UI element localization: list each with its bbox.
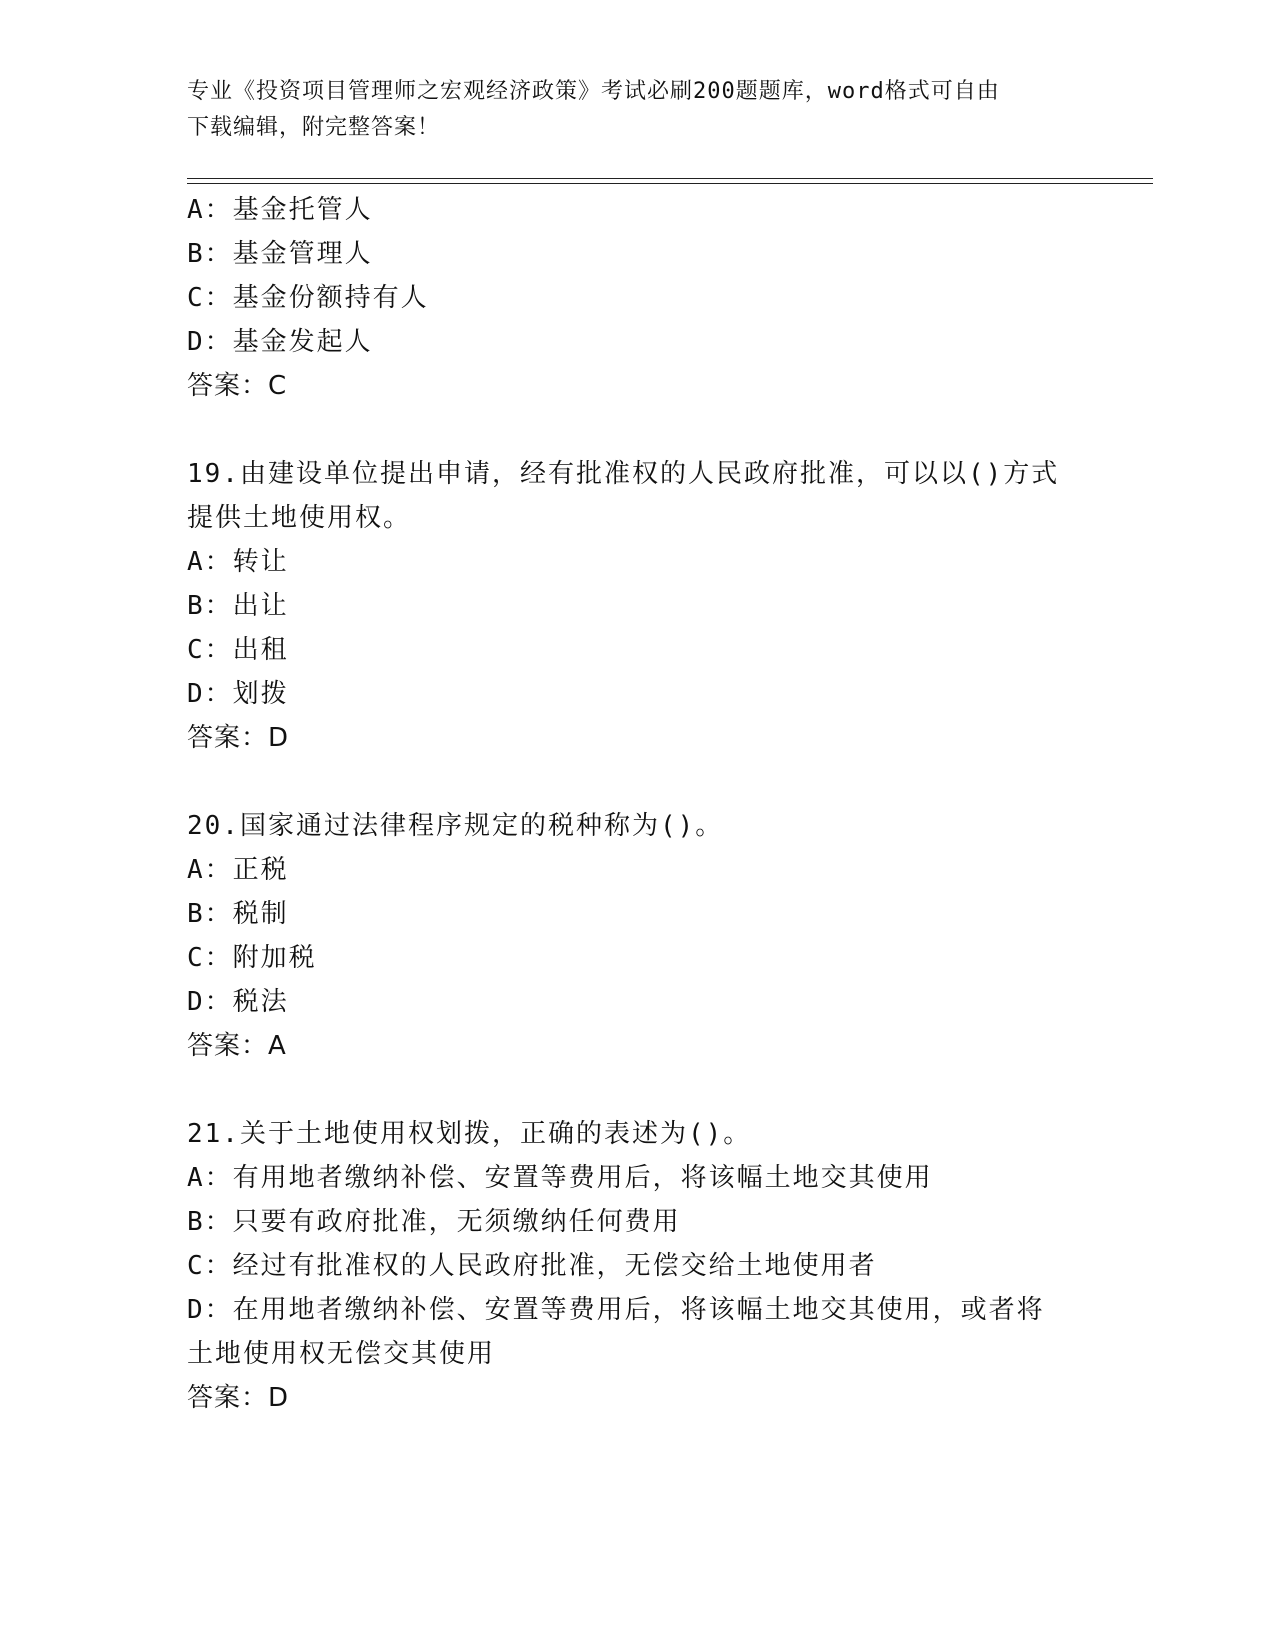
- header-line-1: 专业《投资项目管理师之宏观经济政策》考试必刷200题题库，word格式可自由: [187, 79, 1000, 104]
- q20-option-a: A：正税: [187, 855, 289, 885]
- q18-option-d: D：基金发起人: [187, 327, 373, 357]
- q19-option-d: D：划拨: [187, 679, 289, 709]
- q20-option-d: D：税法: [187, 987, 289, 1017]
- q18-option-b: B：基金管理人: [187, 239, 373, 269]
- q21-option-b: B：只要有政府批准，无须缴纳任何费用: [187, 1207, 681, 1237]
- q21-option-a: A：有用地者缴纳补偿、安置等费用后，将该幅土地交其使用: [187, 1163, 933, 1193]
- q20-answer: 答案：A: [187, 1031, 287, 1061]
- document-header: [187, 74, 1067, 146]
- q21-option-d: D：在用地者缴纳补偿、安置等费用后，将该幅土地交其使用，或者将: [187, 1295, 1045, 1325]
- q20-option-b: B：税制: [187, 899, 289, 929]
- header-divider-top: [187, 178, 1153, 179]
- q19-answer: 答案：D: [187, 723, 290, 753]
- q18-answer: 答案：C: [187, 371, 288, 401]
- q19-option-b: B：出让: [187, 591, 289, 621]
- header-line-2: 下载编辑，附完整答案！: [187, 115, 441, 140]
- q21-stem: 21.关于土地使用权划拨，正确的表述为()。: [187, 1119, 752, 1149]
- header-divider-bottom: [187, 183, 1153, 184]
- q19-stem-line-1: 19.由建设单位提出申请，经有批准权的人民政府批准，可以以()方式: [187, 459, 1060, 489]
- q21-answer: 答案：D: [187, 1383, 290, 1413]
- q21-option-d-continued: 土地使用权无偿交其使用: [187, 1339, 496, 1369]
- q18-option-c: C：基金份额持有人: [187, 283, 429, 313]
- q20-stem: 20.国家通过法律程序规定的税种称为()。: [187, 811, 724, 841]
- q19-option-a: A：转让: [187, 547, 289, 577]
- q21-option-c: C：经过有批准权的人民政府批准，无偿交给土地使用者: [187, 1251, 877, 1281]
- q19-stem-line-2: 提供土地使用权。: [187, 503, 412, 533]
- q20-option-c: C：附加税: [187, 943, 317, 973]
- q18-option-a: A：基金托管人: [187, 195, 373, 225]
- q19-option-c: C：出租: [187, 635, 289, 665]
